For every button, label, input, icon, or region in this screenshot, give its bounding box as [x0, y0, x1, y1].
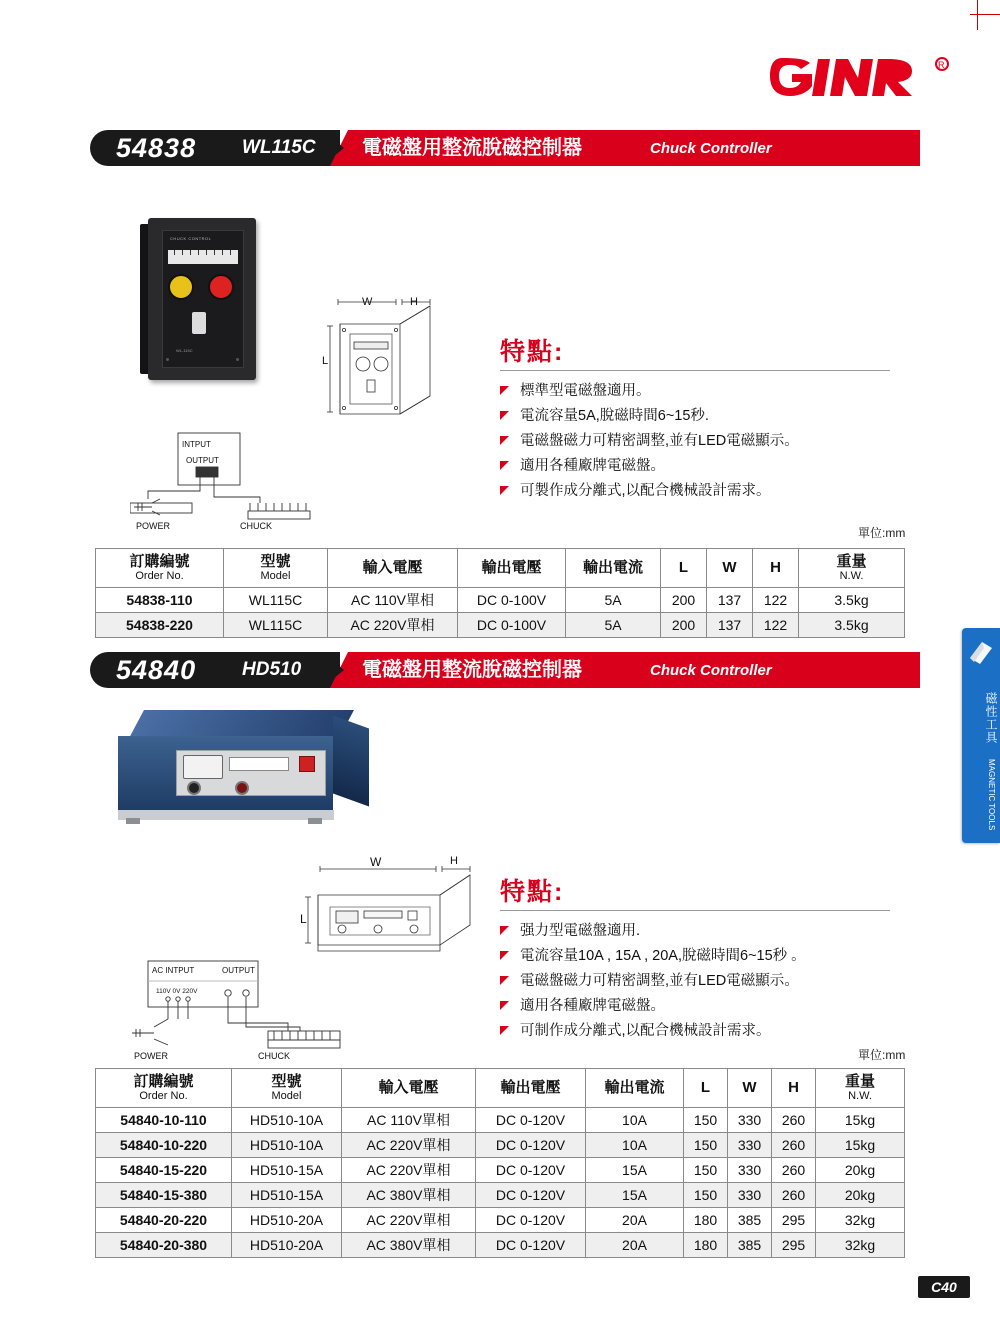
bullet-icon — [500, 411, 509, 420]
cell-model: HD510-10A — [232, 1132, 342, 1157]
cell-order-no: 54840-15-380 — [96, 1182, 232, 1207]
unit-note-2: 單位:mm — [858, 1048, 906, 1062]
feature-text: 電磁盤磁力可精密調整,並有LED電磁顯示。 — [520, 433, 799, 449]
table-row — [96, 1107, 905, 1132]
cell-l: 150 — [684, 1157, 728, 1182]
feature-item — [500, 454, 890, 479]
unit-note-1: 單位:mm — [858, 526, 906, 540]
cell-l: 150 — [684, 1182, 728, 1207]
bullet-icon — [500, 976, 509, 985]
bullet-icon — [500, 386, 509, 395]
cell-output-current: 10A — [586, 1107, 684, 1132]
magnet-icon — [966, 638, 996, 666]
table-row — [96, 1232, 905, 1257]
wiring-label-power: POWER — [134, 1051, 169, 1061]
cell-output-voltage: DC 0-120V — [476, 1157, 586, 1182]
wiring-label-chuck: CHUCK — [258, 1051, 291, 1061]
cell-input-voltage: AC 110V單相 — [328, 587, 458, 612]
cell-h: 260 — [772, 1182, 816, 1207]
feature-item — [500, 944, 890, 969]
dim-label-l: L — [322, 355, 329, 367]
bullet-icon — [500, 1001, 509, 1010]
dimension-drawing-hd510 — [300, 855, 500, 965]
cell-weight: 3.5kg — [799, 587, 905, 612]
cell-w: 330 — [728, 1157, 772, 1182]
section-order-no: 54838 — [116, 133, 197, 163]
cell-order-no: 54840-20-380 — [96, 1232, 232, 1257]
cell-model: HD510-20A — [232, 1207, 342, 1232]
cell-model: HD510-15A — [232, 1157, 342, 1182]
feature-item — [500, 1019, 890, 1044]
spec-table-54838 — [95, 548, 905, 638]
dim-label-w: W — [362, 296, 373, 309]
table-row — [96, 1207, 905, 1232]
cell-output-current: 10A — [586, 1132, 684, 1157]
cell-input-voltage: AC 110V單相 — [342, 1107, 476, 1132]
wiring-label-ac-input: AC INTPUT — [152, 966, 195, 975]
cell-h: 122 — [753, 612, 799, 637]
cell-h: 260 — [772, 1132, 816, 1157]
cell-input-voltage: AC 220V單相 — [342, 1207, 476, 1232]
th-output-voltage: 輸出電壓 — [458, 549, 566, 588]
features-title: 特點: — [500, 338, 565, 366]
feature-text: 適用各種廠牌電磁盤。 — [520, 998, 665, 1014]
cell-weight: 32kg — [816, 1207, 905, 1232]
feature-item — [500, 919, 890, 944]
table-row — [96, 612, 905, 637]
cell-l: 150 — [684, 1132, 728, 1157]
section-title-cn: 電磁盤用整流脫磁控制器 — [362, 659, 582, 681]
features-block-54840 — [500, 872, 890, 1044]
th-model: 型號 Model — [224, 549, 328, 588]
photo-switch — [192, 312, 206, 334]
page-number: C40 — [918, 1276, 970, 1298]
features-title: 特點: — [500, 878, 565, 906]
table-row — [96, 1157, 905, 1182]
photo-led-strip — [229, 757, 289, 771]
section-model: HD510 — [242, 659, 302, 680]
cell-l: 200 — [661, 612, 707, 637]
th-order-no: 訂購編號 Order No. — [96, 549, 224, 588]
th-weight: 重量 N.W. — [799, 549, 905, 588]
features-block-54838 — [500, 332, 890, 504]
cell-model: HD510-20A — [232, 1232, 342, 1257]
side-tab-label — [962, 686, 1000, 836]
photo-base — [118, 810, 334, 820]
section-header-arrow — [322, 652, 344, 688]
th-w: W — [728, 1069, 772, 1108]
side-tab-label-cn: 磁性工具 — [984, 691, 998, 744]
th-output-current: 輸出電流 — [566, 549, 661, 588]
cell-w: 137 — [707, 587, 753, 612]
cell-output-voltage: DC 0-120V — [476, 1182, 586, 1207]
features-rule — [500, 910, 890, 911]
photo-analog-meter — [183, 755, 223, 779]
photo-panel-text: CHUCK CONTROL — [170, 236, 212, 241]
cell-order-no: 54840-10-110 — [96, 1107, 232, 1132]
feature-text: 電流容量10A , 15A , 20A,脫磁時間6~15秒 。 — [520, 948, 806, 964]
feature-text: 適用各種廠牌電磁盤。 — [520, 458, 665, 474]
cell-order-no: 54840-10-220 — [96, 1132, 232, 1157]
cell-l: 180 — [684, 1232, 728, 1257]
cell-h: 260 — [772, 1107, 816, 1132]
cell-order-no: 54838-110 — [96, 587, 224, 612]
wiring-label-chuck: CHUCK — [240, 521, 273, 531]
th-h: H — [753, 549, 799, 588]
th-weight: 重量 N.W. — [816, 1069, 905, 1108]
features-list — [500, 379, 890, 504]
section-title-cn: 電磁盤用整流脫磁控制器 — [362, 137, 582, 159]
crop-mark-vertical — [977, 0, 978, 30]
dim-label-w: W — [370, 855, 382, 869]
cell-input-voltage: AC 220V單相 — [342, 1132, 476, 1157]
cell-l: 180 — [684, 1207, 728, 1232]
bullet-icon — [500, 1026, 509, 1035]
feature-text: 可制作成分離式,以配合機械設計需求。 — [520, 1023, 771, 1039]
crop-mark-horizontal — [970, 14, 1000, 15]
dim-label-h: H — [450, 855, 458, 868]
feature-text: 電流容量5A,脫磁時間6~15秒. — [520, 408, 709, 424]
cell-l: 200 — [661, 587, 707, 612]
bullet-icon — [500, 926, 509, 935]
cell-model: WL115C — [224, 612, 328, 637]
section-order-no: 54840 — [116, 655, 197, 685]
brand-logo — [770, 52, 960, 100]
cell-output-current: 20A — [586, 1232, 684, 1257]
wiring-label-voltage-taps: 110V 0V 220V — [156, 988, 198, 995]
photo-side-face — [333, 715, 369, 806]
th-h: H — [772, 1069, 816, 1108]
feature-text: 標準型電磁盤適用。 — [520, 383, 651, 399]
feature-item — [500, 479, 890, 504]
th-output-current: 輸出電流 — [586, 1069, 684, 1108]
photo-knob-2 — [235, 781, 249, 795]
feature-item — [500, 969, 890, 994]
bullet-icon — [500, 461, 509, 470]
th-output-voltage: 輸出電壓 — [476, 1069, 586, 1108]
cell-l: 150 — [684, 1107, 728, 1132]
photo-red-button — [299, 756, 315, 772]
gin-logo-icon — [770, 52, 960, 102]
dim-label-l: L — [300, 912, 307, 926]
photo-foot-left — [126, 818, 140, 824]
photo-knob-red — [208, 274, 234, 300]
section-title-en: Chuck Controller — [650, 140, 772, 157]
table-row — [96, 587, 905, 612]
cell-weight: 15kg — [816, 1132, 905, 1157]
photo-knob-yellow — [168, 274, 194, 300]
cell-w: 385 — [728, 1232, 772, 1257]
dimension-drawing-wl115c — [322, 296, 472, 456]
table-header-row — [96, 549, 905, 588]
table-row — [96, 1132, 905, 1157]
cell-input-voltage: AC 220V單相 — [328, 612, 458, 637]
product-photo-hd510 — [118, 710, 368, 845]
cell-output-current: 15A — [586, 1182, 684, 1207]
th-order-no: 訂購編號 Order No. — [96, 1069, 232, 1108]
th-l: L — [684, 1069, 728, 1108]
cell-output-voltage: DC 0-100V — [458, 612, 566, 637]
section-header-arrow — [322, 130, 344, 166]
side-tab-label-en: MAGNETIC TOOLS — [987, 758, 996, 831]
cell-order-no: 54838-220 — [96, 612, 224, 637]
cell-order-no: 54840-15-220 — [96, 1157, 232, 1182]
cell-w: 330 — [728, 1107, 772, 1132]
section-title-en: Chuck Controller — [650, 662, 772, 679]
cell-weight: 15kg — [816, 1107, 905, 1132]
cell-output-voltage: DC 0-120V — [476, 1107, 586, 1132]
features-rule — [500, 370, 890, 371]
feature-item — [500, 994, 890, 1019]
th-w: W — [707, 549, 753, 588]
wiring-label-output: OUTPUT — [186, 456, 219, 465]
wiring-label-output: OUTPUT — [222, 966, 255, 975]
feature-text: 可製作成分離式,以配合機械設計需求。 — [520, 483, 771, 499]
cell-output-current: 15A — [586, 1157, 684, 1182]
cell-output-current: 20A — [586, 1207, 684, 1232]
cell-input-voltage: AC 380V單相 — [342, 1182, 476, 1207]
spec-table-54840 — [95, 1068, 905, 1258]
cell-weight: 3.5kg — [799, 612, 905, 637]
section-header-54840 — [90, 652, 920, 688]
dim-label-h: H — [410, 296, 418, 309]
feature-item — [500, 429, 890, 454]
cell-w: 385 — [728, 1207, 772, 1232]
feature-item — [500, 379, 890, 404]
cell-w: 330 — [728, 1182, 772, 1207]
cell-output-current: 5A — [566, 587, 661, 612]
cell-input-voltage: AC 380V單相 — [342, 1232, 476, 1257]
bullet-icon — [500, 486, 509, 495]
wiring-label-input: INTPUT — [182, 440, 211, 449]
th-l: L — [661, 549, 707, 588]
cell-model: HD510-15A — [232, 1182, 342, 1207]
th-input-voltage: 輸入電壓 — [342, 1069, 476, 1108]
wiring-diagram-wl115c — [130, 425, 320, 535]
features-list — [500, 919, 890, 1044]
cell-w: 330 — [728, 1132, 772, 1157]
photo-foot-right — [308, 818, 322, 824]
table-header-row — [96, 1069, 905, 1108]
side-tab-magnetic-tools[interactable] — [962, 628, 1000, 843]
cell-model: WL115C — [224, 587, 328, 612]
table-row — [96, 1182, 905, 1207]
product-photo-wl115c — [140, 212, 265, 387]
th-input-voltage: 輸入電壓 — [328, 549, 458, 588]
feature-item — [500, 404, 890, 429]
cell-order-no: 54840-20-220 — [96, 1207, 232, 1232]
section-header-54838 — [90, 130, 920, 166]
photo-scale — [168, 250, 238, 264]
photo-control-panel — [176, 750, 326, 796]
feature-text: 强力型電磁盤適用. — [520, 923, 641, 939]
cell-output-current: 5A — [566, 612, 661, 637]
cell-output-voltage: DC 0-120V — [476, 1132, 586, 1157]
cell-input-voltage: AC 220V單相 — [342, 1157, 476, 1182]
photo-panel-model: WL-115C — [176, 348, 193, 353]
cell-w: 137 — [707, 612, 753, 637]
cell-output-voltage: DC 0-120V — [476, 1232, 586, 1257]
cell-output-voltage: DC 0-120V — [476, 1207, 586, 1232]
cell-output-voltage: DC 0-100V — [458, 587, 566, 612]
cell-model: HD510-10A — [232, 1107, 342, 1132]
feature-text: 電磁盤磁力可精密調整,並有LED電磁顯示。 — [520, 973, 799, 989]
cell-weight: 20kg — [816, 1157, 905, 1182]
photo-knob-1 — [187, 781, 201, 795]
cell-weight: 20kg — [816, 1182, 905, 1207]
bullet-icon — [500, 436, 509, 445]
cell-weight: 32kg — [816, 1232, 905, 1257]
cell-h: 295 — [772, 1207, 816, 1232]
th-model: 型號 Model — [232, 1069, 342, 1108]
bullet-icon — [500, 951, 509, 960]
section-model: WL115C — [242, 137, 316, 158]
wiring-diagram-hd510 — [128, 955, 358, 1065]
cell-h: 260 — [772, 1157, 816, 1182]
cell-h: 122 — [753, 587, 799, 612]
cell-h: 295 — [772, 1232, 816, 1257]
wiring-label-power: POWER — [136, 521, 171, 531]
svg-text:R: R — [938, 60, 945, 70]
